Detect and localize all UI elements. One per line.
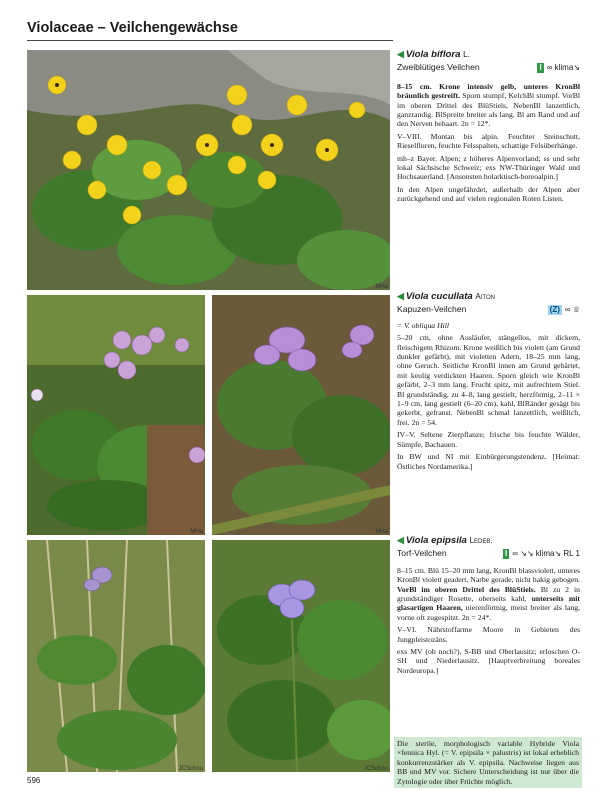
status-badge: (Z) [549, 305, 560, 315]
status-badge: I [539, 63, 542, 73]
species-name: Viola epipsila [405, 535, 467, 546]
status-symbols: ∞ klima↘ [546, 63, 580, 73]
photo-viola-biflora [27, 50, 390, 290]
phenology-paragraph: V–VIII. Montan bis alpin. Feuchter Steinschutt, Rieselfluren, feuchte Felsspalten, schattige Felsüberhänge. [397, 131, 580, 151]
status-tags [548, 305, 580, 314]
common-name-row [397, 549, 580, 558]
common-name: Torf-Veilchen [397, 548, 447, 559]
photo-viola-epipsila-1-image [27, 540, 205, 772]
description-paragraph: 8–15 cm. Krone intensiv gelb, unteres KronBl bräunlich gestreift. Sporn stumpf, KelchBl stumpf. VorBl im oberen Drittel des BlüStiels, NebenBl lanzettlich, ganzrandig. BlSpreite breiter als lang. Bl am Rand und auf den Nerven behaart. 2n = 12*. [397, 81, 581, 129]
status-symbols: ∞ ↘↘ klima↘ RL 1 [512, 549, 580, 559]
status-tags [537, 63, 580, 72]
triangle-left-icon: ◀ [397, 49, 404, 59]
header-divider [27, 40, 393, 41]
common-name-row [397, 63, 580, 72]
common-name-row [397, 305, 580, 314]
page-header-title: Violaceae – Veilchengewächse [27, 20, 238, 36]
page-number: 596 [27, 776, 41, 785]
species-viola-epipsila [397, 536, 580, 678]
photo-viola-epipsila-2 [212, 540, 390, 772]
description-paragraph: 5–20 cm, ohne Ausläufer, stängellos, mit dickem, fleischigem Rhizom. Krone weißlich bis violett (am Grund dunkler gefärbt), mit violetten Adern, 18–25 mm lang, ohne Geruch. Seitliche KronBl innen am Grund gebärtet, mit keulig verdickten Haaren. Sporn gleich wie KronBl gefärbt, 2–3 mm lang. Frucht spitz, mit aufrechtem Stiel. Bl grundständig, zu 4–8, lang gestielt, herzförmig, 2–11 × 1–9 cm, lang gestielt (6–20 cm), kahl, BlRänder gesägt bis gekerbt, gefranst. NebenBl schmal lanzettlich, weißlich, frei. 2n = 54. [397, 333, 580, 427]
common-name: Zweiblütiges Veilchen [397, 62, 480, 73]
synonym: = V. obliqua Hill [397, 320, 450, 330]
photo-viola-cucullata-2-image [212, 295, 390, 535]
triangle-left-icon: ◀ [397, 291, 404, 301]
photo-viola-epipsila-1 [27, 540, 205, 772]
phenology-paragraph: V–VI. Nährstoffarme Moore in Gebieten des Jungpleistozäns. [397, 625, 580, 644]
hybrid-note-box: Die sterile, morphologisch variable Hybride Viola ×fennica Hyl. (= V. epipsila × palustris) ist lokal erheblich konkurrenzstärker als V. epipsila. Nachweise liegen aus BB und MV vor. Sichere Unterscheidung ist nur über die Zytologie oder über Früchte möglich. [394, 737, 582, 788]
species-name: Viola biflora [405, 49, 461, 60]
species-title [397, 536, 580, 545]
photo-viola-biflora-image [27, 50, 390, 290]
status-paragraph: In den Alpen ungefährdet, außerhalb der Alpen aber zurückgehend und auf vielen regionalen Roten Listen. [397, 184, 580, 204]
distribution-paragraph: exs MV (ob noch?), S-BB und Oberlausitz; erloschen O-SH und Niederlausitz. [Hauptverbreitung boreales Nordeuropa.] [397, 647, 580, 675]
species-viola-biflora [397, 50, 580, 207]
species-title [397, 50, 580, 59]
species-author: L. [463, 50, 470, 59]
photo-viola-cucullata-1-image [27, 295, 205, 535]
triangle-left-icon: ◀ [397, 535, 404, 545]
species-viola-cucullata [397, 292, 580, 474]
description-paragraph: 8–15 cm. Blü 15–20 mm lang, KronBl blassviolett, unteres KronBl violett geadert, Narbe gerade, nicht hakig gebogen. VorBl im oberen Drittel des BlüStiels. Bl zu 2 in grundständiger Rosette, oberseits kahl, unterseits mit glasartigen Haaren, nierenförmig, meist breiter als lang, vorne oft zugespitzt. 2n = 24*. [397, 565, 580, 622]
photo-credit-3: MHa [375, 529, 388, 535]
species-name: Viola cucullata [405, 291, 473, 302]
species-title [397, 292, 580, 301]
status-badge: I [505, 549, 508, 559]
common-name: Kapuzen-Veilchen [397, 304, 467, 315]
species-author: Ledeb. [469, 536, 493, 545]
photo-viola-epipsila-2-image [212, 540, 390, 772]
status-tags [503, 549, 580, 558]
photo-viola-cucullata-1 [27, 295, 205, 535]
photo-credit-5: JCSchou [363, 766, 388, 772]
status-symbols: ∞ ♕ [564, 305, 580, 315]
photo-credit-4: JCSchou [178, 766, 203, 772]
photo-credit-1: MHa [375, 284, 388, 290]
photo-viola-cucullata-2 [212, 295, 390, 535]
photo-credit-2: MHa [190, 529, 203, 535]
distribution-paragraph: In BW und NI mit Einbürgerungstendenz. [Heimat: Östliches Nordamerika.] [397, 452, 580, 471]
species-author: Aiton [475, 292, 495, 301]
distribution-paragraph: mh–z Bayer. Alpen; z höheres Alpenvorland; ss und sehr lokal Sächsische Schweiz; exs NW-Thüringer Wald und Hochsauerland. [Ansonsten holarktisch-boreoalpin.] [397, 153, 580, 182]
phenology-paragraph: IV–V. Seltene Zierpflanze; frische bis feuchte Wälder, Sümpfe, Bachauen. [397, 430, 580, 449]
